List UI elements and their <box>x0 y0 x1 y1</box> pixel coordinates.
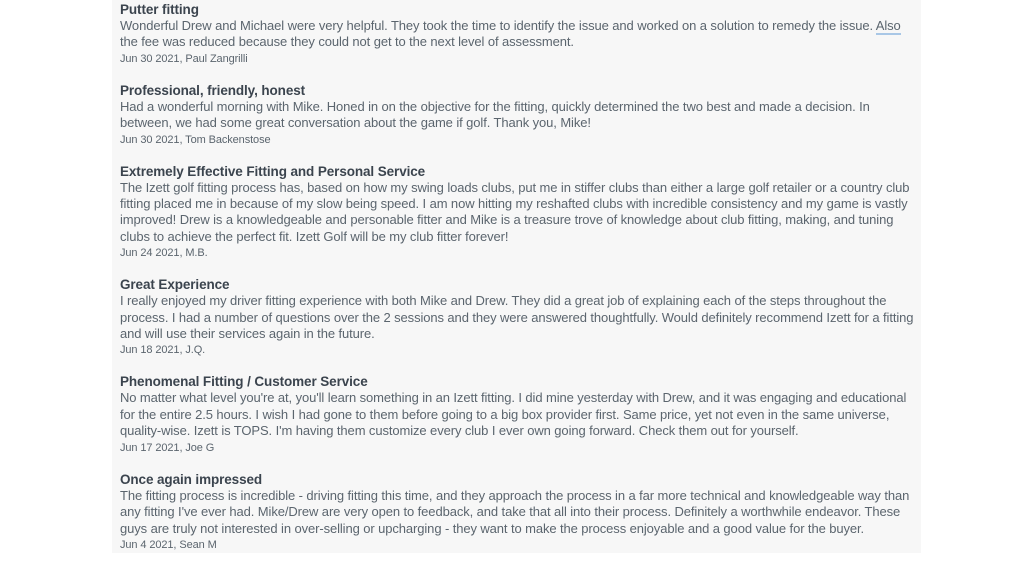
review-title: Great Experience <box>120 277 230 293</box>
review-body: Had a wonderful morning with Mike. Honed in on the objective for the fitting, quickly determined the two best and made a decision. In between, we had some great conversation about the game if golf. Thank you, Mike! <box>120 98 870 131</box>
review-body-text: Wonderful Drew and Michael were very helpful. They took the time to identify the issue and worked on a solution to remedy the issue. <box>120 18 876 33</box>
review-title: Once again impressed <box>120 471 263 487</box>
review-body: The fitting process is incredible - driving fitting this time, and they approach the process in a far more technical and knowledgeable way than any fitting I've ever had. Mike/Drew are very open to feedback, and take that all into their process. Definitely a worthwhile endeavor. These guys are truly not interested in over-selling or upcharging - they want to make the process enjoyable and a good value for the buyer. <box>120 487 910 536</box>
review-extremely-effective-fitting <box>120 163 917 261</box>
review-date-author: Jun 18 2021, J.Q. <box>120 344 206 357</box>
reviews-panel <box>112 0 921 553</box>
review-body <box>120 18 917 51</box>
review-once-again-impressed <box>120 471 917 552</box>
review-professional-friendly-honest <box>120 82 917 147</box>
review-body-text: the fee was reduced because they could not get to the next level of assessment. <box>120 34 574 50</box>
review-date-author: Jun 17 2021, Joe G <box>120 441 215 454</box>
review-title: Putter fitting <box>120 2 199 17</box>
review-great-experience <box>120 276 917 357</box>
review-title: Extremely Effective Fitting and Personal Service <box>120 163 426 179</box>
review-putter-fitting <box>120 1 917 66</box>
review-date-author: Jun 30 2021, Tom Backenstose <box>120 133 271 146</box>
review-date-author: Jun 30 2021, Paul Zangrilli <box>120 52 248 65</box>
review-title: Phenomenal Fitting / Customer Service <box>120 374 368 390</box>
review-body: The Izett golf fitting process has, based on how my swing loads clubs, put me in stiffer clubs than either a large golf retailer or a country club fitting placed me in because of my slow being speed. I am now hitting my reshafted clubs with incredible consistency and my game is vastly improved! Drew is a knowledgeable and personable fitter and Mike is a treasure trove of knowledge about club fitting, making, and tuning clubs to achieve the perfect fit. Izett Golf will be my club fitter forever! <box>120 179 910 244</box>
review-date-author: Jun 24 2021, M.B. <box>120 247 208 260</box>
review-phenomenal-fitting <box>120 373 917 454</box>
review-date-author: Jun 4 2021, Sean M <box>120 538 217 551</box>
review-body: I really enjoyed my driver fitting experience with both Mike and Drew. They did a great job of explaining each of the steps throughout the process. I had a number of questions over the 2 sessions and they were answered thoughtfully. Would definitely recommend Izett for a fitting and will use their services again in the future. <box>120 293 914 342</box>
review-body: No matter what level you're at, you'll learn something in an Izett fitting. I did mine yesterday with Drew, and it was engaging and educational for the entire 2.5 hours. I wish I had gone to them before going to a big box provider first. Same price, yet not even in the same universe, quality-wise. Izett is TOPS. I'm having them customize every club I ever own going forward. Check them out for yourself. <box>120 390 907 439</box>
underlined-word-also[interactable]: Also <box>875 18 901 33</box>
review-title: Professional, friendly, honest <box>120 82 306 98</box>
